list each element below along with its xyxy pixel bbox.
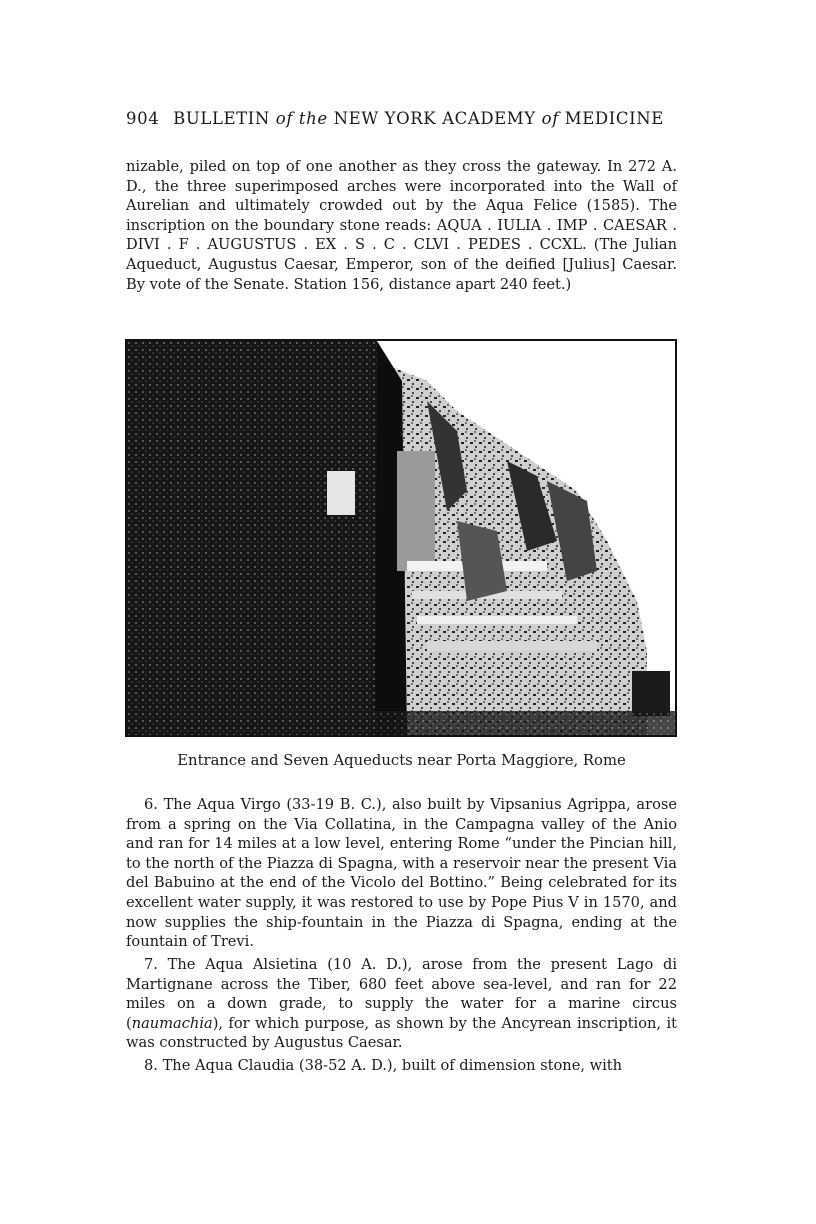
paragraph-aqua-virgo (126, 795, 677, 952)
paragraph-aqua-alsietina-text-a: 7. The Aqua Alsietina (10 A. D.), arose from the present Lago di Martignane across the Tiber, 680 feet above sea-level, and ran for 22 miles on a down grade, to supply the water for a marine circus ( (126, 956, 677, 1032)
paragraph-aqua-alsietina (126, 955, 677, 1053)
paragraph-aqua-alsietina-text-b: ), for which purpose, as shown by the Ancyrean inscription, it was constructed by Augustus Caesar. (126, 1014, 677, 1052)
header-journal-word-2: NEW YORK ACADEMY (333, 109, 536, 128)
page-number: 904 (126, 109, 160, 128)
header-the: the (298, 109, 328, 128)
running-header (126, 109, 686, 128)
aqueduct-photograph (125, 339, 677, 737)
naumachia-term: naumachia (131, 1014, 213, 1032)
paragraph-aqua-claudia-text: 8. The Aqua Claudia (38-52 A. D.), built of dimension stone, with (144, 1057, 623, 1074)
figure-caption: Entrance and Seven Aqueducts near Porta Maggiore, Rome (177, 752, 626, 769)
header-of-2: of (541, 109, 559, 128)
header-journal-word-1: BULLETIN (173, 109, 270, 128)
header-of-1: of (275, 109, 294, 128)
aqueduct-photo-illustration (127, 341, 675, 735)
intro-paragraph: nizable, piled on top of one another as they cross the gateway. In 272 A. D., the three superimposed arches were incorporated into the Wall of Aurelian and ultimately crowded out by the Aqua Felice (1585). The inscription on the boundary stone reads: AQUA . IULIA . IMP . CAESAR . DIVI . F . AUGUSTUS . EX . S . C . CLVI . PEDES . CCXL. (The Julian Aqueduct, Augustus Caesar, Emperor, son of the deified [Julius] Caesar. By vote of the Senate. Station 156, distance apart 240 feet.) (126, 158, 677, 293)
header-journal-word-3: MEDICINE (564, 109, 664, 128)
paragraph-aqua-claudia (126, 1056, 677, 1076)
paragraph-aqua-virgo-text: 6. The Aqua Virgo (33-19 B. C.), also built by Vipsanius Agrippa, arose from a spring on the Via Collatina, in the Campagna valley of the Anio and ran for 14 miles at a low level, entering Rome “under the Pincian hill, to the north of the Piazza di Spagna, with a reservoir near the present Via del Babuino at the end of the Vicolo del Bottino.” Being celebrated for its excellent water supply, it was restored to use by Pope Pius V in 1570, and now supplies the ship-fountain in the Piazza di Spagna, ending at the fountain of Trevi. (126, 796, 677, 951)
